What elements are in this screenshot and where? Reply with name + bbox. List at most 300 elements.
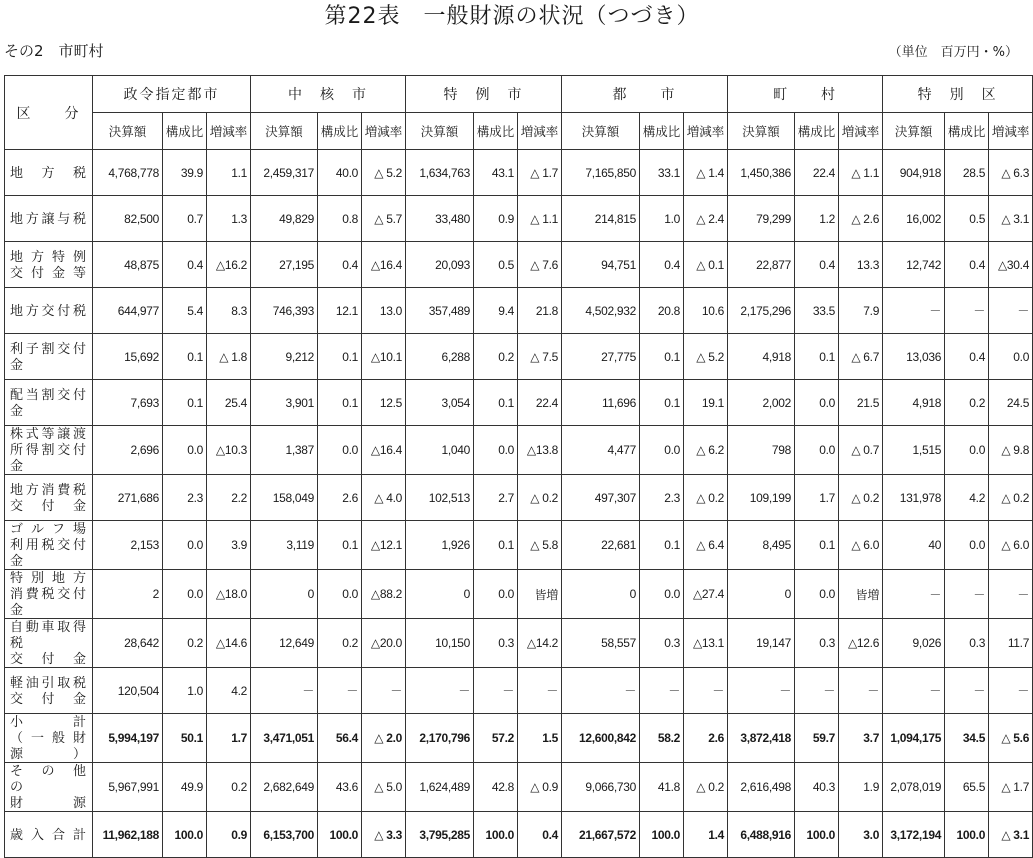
table-cell: 27,195 (251, 242, 318, 288)
table-cell: 0.1 (474, 380, 518, 426)
row-label (5, 668, 93, 714)
table-cell: 0.1 (318, 521, 362, 570)
table-cell: 12.5 (362, 380, 406, 426)
row-label-line: （一般財源） (10, 730, 87, 761)
row-label (5, 426, 93, 475)
table-cell: 2,175,296 (728, 288, 795, 334)
table-cell: 100.0 (945, 812, 989, 858)
table-cell: 0.0 (945, 426, 989, 475)
table-cell: 0.0 (163, 521, 207, 570)
table-cell: 21.5 (839, 380, 883, 426)
table-cell: △ 2.4 (684, 196, 728, 242)
row-label-line: 交 付 金 (10, 690, 87, 706)
table-cell: 4.2 (207, 668, 251, 714)
table-cell: 2,170,796 (406, 714, 474, 763)
table-cell: △88.2 (362, 570, 406, 619)
table-cell: 100.0 (795, 812, 839, 858)
table-cell: 0.0 (795, 426, 839, 475)
table-cell: 33,480 (406, 196, 474, 242)
table-cell: 2.3 (163, 475, 207, 521)
table-cell: 3,471,051 (251, 714, 318, 763)
row-label-line: 財 源 (10, 795, 87, 810)
subcol-header: 決算額 (251, 113, 318, 150)
page-title: 第22表 一般財源の状況（つづき） (324, 4, 700, 29)
table-cell: 10,150 (406, 619, 474, 668)
table-cell: 4,502,932 (562, 288, 640, 334)
table-cell: 158,049 (251, 475, 318, 521)
table-cell: △ 5.7 (362, 196, 406, 242)
table-cell: 0.3 (945, 619, 989, 668)
table-cell: 2.6 (318, 475, 362, 521)
table-cell: △14.2 (518, 619, 562, 668)
table-cell: 2,153 (93, 521, 163, 570)
subcol-header: 増減率 (362, 113, 406, 150)
table-cell: 0 (728, 570, 795, 619)
table-cell: △ 6.4 (684, 521, 728, 570)
table-cell: 12,649 (251, 619, 318, 668)
table-cell: 2,682,649 (251, 763, 318, 812)
table-cell: 0.0 (795, 570, 839, 619)
table-row (5, 570, 1033, 619)
table-cell: 1,387 (251, 426, 318, 475)
table-cell: △13.8 (518, 426, 562, 475)
table-cell: 15,692 (93, 334, 163, 380)
subcol-header: 増減率 (839, 113, 883, 150)
table-row (5, 150, 1033, 196)
table-cell: 43.1 (474, 150, 518, 196)
table-cell: 0.0 (474, 570, 518, 619)
row-label-line: 配当割交付金 (10, 386, 87, 418)
table-cell: － (883, 288, 945, 334)
table-cell: 0.3 (474, 619, 518, 668)
table-cell: 34.5 (945, 714, 989, 763)
table-cell: △ 6.2 (684, 426, 728, 475)
table-cell: 0.9 (207, 812, 251, 858)
table-cell: 皆増 (518, 570, 562, 619)
table-cell: － (989, 570, 1033, 619)
row-label (5, 334, 93, 380)
table-cell: 20.8 (640, 288, 684, 334)
table-cell: 131,978 (883, 475, 945, 521)
table-row (5, 426, 1033, 475)
row-label-line: 歳入合計 (10, 826, 87, 842)
table-cell: 0.1 (318, 380, 362, 426)
table-cell: 7.9 (839, 288, 883, 334)
table-cell: △ 0.2 (839, 475, 883, 521)
table-cell: △ 3.3 (362, 812, 406, 858)
group-header: 町 村 (728, 76, 883, 113)
subcol-header: 増減率 (989, 113, 1033, 150)
table-cell: △ 7.5 (518, 334, 562, 380)
table-cell: △16.2 (207, 242, 251, 288)
table-cell: 271,686 (93, 475, 163, 521)
table-cell: 4,918 (883, 380, 945, 426)
table-cell: △12.6 (839, 619, 883, 668)
table-cell: △ 5.6 (989, 714, 1033, 763)
table-cell: 12,600,842 (562, 714, 640, 763)
table-cell: 0.1 (640, 521, 684, 570)
table-cell: △ 6.7 (839, 334, 883, 380)
table-cell: 40 (883, 521, 945, 570)
table-cell: 4,477 (562, 426, 640, 475)
table-cell: 5.4 (163, 288, 207, 334)
table-row (5, 763, 1033, 812)
table-row (5, 196, 1033, 242)
table-cell: △18.0 (207, 570, 251, 619)
row-label-line: 地方譲与税 (10, 210, 87, 226)
row-label-line: 軽油引取税 (10, 674, 87, 690)
table-cell: 39.9 (163, 150, 207, 196)
table-cell: 49.9 (163, 763, 207, 812)
table-cell: 12,742 (883, 242, 945, 288)
table-cell: 0.1 (318, 334, 362, 380)
row-label (5, 196, 93, 242)
table-cell: 3.0 (839, 812, 883, 858)
row-label-line: ゴルフ場 (10, 521, 87, 536)
table-cell: △ 0.2 (684, 763, 728, 812)
table-cell: － (640, 668, 684, 714)
table-cell: △10.1 (362, 334, 406, 380)
table-cell: 40.0 (318, 150, 362, 196)
table-cell: 0.0 (163, 426, 207, 475)
subcol-header: 増減率 (684, 113, 728, 150)
table-cell: 1.7 (207, 714, 251, 763)
table-cell: 0.1 (640, 380, 684, 426)
row-label (5, 380, 93, 426)
table-cell: △ 1.8 (207, 334, 251, 380)
table-cell: △ 1.7 (518, 150, 562, 196)
table-cell: 0.4 (640, 242, 684, 288)
table-cell: 2,459,317 (251, 150, 318, 196)
table-cell: 1.0 (640, 196, 684, 242)
table-cell: 0.0 (640, 570, 684, 619)
table-cell: 100.0 (163, 812, 207, 858)
table-cell: 41.8 (640, 763, 684, 812)
table-cell: △30.4 (989, 242, 1033, 288)
table-cell: 3,901 (251, 380, 318, 426)
subcol-header: 構成比 (474, 113, 518, 150)
table-cell: 2,616,498 (728, 763, 795, 812)
table-cell: 100.0 (318, 812, 362, 858)
table-row (5, 668, 1033, 714)
table-cell: 20,093 (406, 242, 474, 288)
row-label-line: 所得割交付金 (10, 442, 87, 473)
table-cell: － (251, 668, 318, 714)
table-cell: 109,199 (728, 475, 795, 521)
table-cell: 2.3 (640, 475, 684, 521)
table-cell: △ 1.1 (518, 196, 562, 242)
table-cell: － (795, 668, 839, 714)
group-header: 中 核 市 (251, 76, 406, 113)
table-cell: 28.5 (945, 150, 989, 196)
general-revenue-table (4, 75, 1033, 858)
table-cell: 3,119 (251, 521, 318, 570)
table-cell: 9,026 (883, 619, 945, 668)
table-cell: 0.0 (795, 380, 839, 426)
row-label-line: 地 方 税 (10, 164, 87, 180)
table-cell: 94,751 (562, 242, 640, 288)
table-cell: － (945, 570, 989, 619)
table-cell: 13.0 (362, 288, 406, 334)
header-row-groups (5, 76, 1033, 113)
table-cell: 1.9 (839, 763, 883, 812)
table-cell: △16.4 (362, 242, 406, 288)
table-cell: 9,066,730 (562, 763, 640, 812)
table-cell: 0.1 (474, 521, 518, 570)
row-label-line: 地方特例 (10, 248, 87, 264)
table-cell: 0.9 (474, 196, 518, 242)
row-label-line: 交 付 金 (10, 497, 87, 513)
table-cell: 0.2 (945, 380, 989, 426)
table-cell: 6,153,700 (251, 812, 318, 858)
table-cell: 21.8 (518, 288, 562, 334)
row-label-line: 地方消費税 (10, 481, 87, 497)
row-label (5, 288, 93, 334)
subcol-header: 決算額 (883, 113, 945, 150)
table-cell: 3,054 (406, 380, 474, 426)
table-cell: 2.7 (474, 475, 518, 521)
table-cell: 102,513 (406, 475, 474, 521)
table-cell: 798 (728, 426, 795, 475)
table-cell: 27,775 (562, 334, 640, 380)
table-cell: 4.2 (945, 475, 989, 521)
table-cell: 59.7 (795, 714, 839, 763)
table-cell: △14.6 (207, 619, 251, 668)
header-row-subcols (5, 113, 1033, 150)
row-label (5, 812, 93, 858)
table-cell: 82,500 (93, 196, 163, 242)
table-row (5, 714, 1033, 763)
row-label-line: 自動車取得税 (10, 619, 87, 650)
table-cell: 33.5 (795, 288, 839, 334)
table-cell: 100.0 (474, 812, 518, 858)
row-label-line: 地方交付税 (10, 302, 87, 318)
table-cell: 21,667,572 (562, 812, 640, 858)
table-row (5, 521, 1033, 570)
row-label-line: そ の 他 の (10, 763, 102, 794)
table-cell: 0 (251, 570, 318, 619)
table-cell: 2,078,019 (883, 763, 945, 812)
subcol-header: 決算額 (406, 113, 474, 150)
table-cell: 0.3 (640, 619, 684, 668)
group-header: 特 例 市 (406, 76, 562, 113)
table-cell: 0.5 (945, 196, 989, 242)
table-cell: △ 2.6 (839, 196, 883, 242)
table-cell: 1,450,386 (728, 150, 795, 196)
subcol-header: 構成比 (163, 113, 207, 150)
table-cell: 1.7 (795, 475, 839, 521)
table-cell: 0.0 (945, 521, 989, 570)
row-label-line: 交 付 金 (10, 651, 87, 666)
table-cell: 0.7 (163, 196, 207, 242)
table-cell: △ 1.1 (839, 150, 883, 196)
table-cell: 2 (93, 570, 163, 619)
table-cell: 22,877 (728, 242, 795, 288)
table-cell: － (474, 668, 518, 714)
table-cell: － (945, 288, 989, 334)
table-cell: 8.3 (207, 288, 251, 334)
row-label-line: 小 計 (10, 714, 87, 729)
table-cell: 1.2 (795, 196, 839, 242)
table-cell: 5,967,991 (93, 763, 163, 812)
table-cell: 22.4 (518, 380, 562, 426)
table-cell: 100.0 (640, 812, 684, 858)
table-cell: 0.4 (518, 812, 562, 858)
table-cell: △ 1.7 (989, 763, 1033, 812)
table-cell: 48,875 (93, 242, 163, 288)
table-cell: 49,829 (251, 196, 318, 242)
table-cell: △ 7.6 (518, 242, 562, 288)
table-cell: 42.8 (474, 763, 518, 812)
table-cell: 25.4 (207, 380, 251, 426)
table-cell: 12.1 (318, 288, 362, 334)
table-cell: 6,488,916 (728, 812, 795, 858)
table-cell: 357,489 (406, 288, 474, 334)
row-label-line: 利用税交付金 (10, 537, 87, 568)
table-cell: － (562, 668, 640, 714)
table-cell: － (883, 570, 945, 619)
table-cell: 65.5 (945, 763, 989, 812)
table-cell: 16,002 (883, 196, 945, 242)
table-cell: 19.1 (684, 380, 728, 426)
table-row (5, 288, 1033, 334)
table-subtitle: その2 市町村 (4, 42, 104, 60)
subcol-header: 決算額 (728, 113, 795, 150)
table-cell: △16.4 (362, 426, 406, 475)
table-row (5, 475, 1033, 521)
table-row (5, 812, 1033, 858)
table-cell: 0.4 (945, 242, 989, 288)
table-cell: △ 5.8 (518, 521, 562, 570)
table-cell: － (945, 668, 989, 714)
subcol-header: 構成比 (795, 113, 839, 150)
table-cell: 58,557 (562, 619, 640, 668)
table-cell: 2.6 (684, 714, 728, 763)
table-cell: △ 0.7 (839, 426, 883, 475)
table-cell: 57.2 (474, 714, 518, 763)
row-label (5, 570, 93, 619)
subcol-header: 決算額 (562, 113, 640, 150)
row-label-line: 特別地方 (10, 570, 87, 585)
table-cell: 2.2 (207, 475, 251, 521)
table-cell: 0.1 (795, 334, 839, 380)
table-cell: 1.0 (163, 668, 207, 714)
table-cell: 3,172,194 (883, 812, 945, 858)
row-label-line: 交付金等 (10, 264, 87, 280)
table-cell: △ 5.2 (362, 150, 406, 196)
row-label (5, 242, 93, 288)
table-cell: 1,624,489 (406, 763, 474, 812)
table-cell: 214,815 (562, 196, 640, 242)
table-cell: 0.3 (795, 619, 839, 668)
table-cell: 0.0 (318, 570, 362, 619)
table-cell: 0 (406, 570, 474, 619)
table-cell: 1,040 (406, 426, 474, 475)
table-cell: △ 9.8 (989, 426, 1033, 475)
table-cell: 5,994,197 (93, 714, 163, 763)
table-cell: 3,795,285 (406, 812, 474, 858)
table-row (5, 242, 1033, 288)
table-cell: 0.0 (474, 426, 518, 475)
table-cell: 22,681 (562, 521, 640, 570)
table-cell: － (989, 668, 1033, 714)
table-cell: 33.1 (640, 150, 684, 196)
table-cell: 497,307 (562, 475, 640, 521)
subcol-header: 構成比 (318, 113, 362, 150)
table-cell: 7,165,850 (562, 150, 640, 196)
table-cell: － (406, 668, 474, 714)
table-cell: 79,299 (728, 196, 795, 242)
table-cell: △20.0 (362, 619, 406, 668)
row-label (5, 714, 93, 763)
table-cell: － (362, 668, 406, 714)
table-cell: △10.3 (207, 426, 251, 475)
table-cell: － (728, 668, 795, 714)
table-cell: 0.0 (318, 426, 362, 475)
table-cell: △ 5.2 (684, 334, 728, 380)
row-label-line: 利子割交付金 (10, 340, 87, 372)
table-cell: 3.7 (839, 714, 883, 763)
table-row (5, 380, 1033, 426)
subcol-header: 増減率 (207, 113, 251, 150)
group-header: 都 市 (562, 76, 728, 113)
table-cell: 0.0 (640, 426, 684, 475)
table-cell: 7,693 (93, 380, 163, 426)
table-cell: △ 3.1 (989, 196, 1033, 242)
table-cell: 0.2 (318, 619, 362, 668)
table-cell: 22.4 (795, 150, 839, 196)
table-cell: 0.1 (640, 334, 684, 380)
table-cell: 0.4 (795, 242, 839, 288)
group-header: 政令指定都市 (93, 76, 251, 113)
table-cell: 0.4 (163, 242, 207, 288)
table-cell: 28,642 (93, 619, 163, 668)
subcol-header: 決算額 (93, 113, 163, 150)
table-cell: 11,962,188 (93, 812, 163, 858)
table-cell: 1,926 (406, 521, 474, 570)
table-cell: 0.1 (163, 334, 207, 380)
table-cell: 0.0 (163, 570, 207, 619)
table-cell: △ 5.0 (362, 763, 406, 812)
row-label (5, 619, 93, 668)
table-cell: － (883, 668, 945, 714)
table-cell: △12.1 (362, 521, 406, 570)
row-label (5, 521, 93, 570)
table-cell: 8,495 (728, 521, 795, 570)
table-cell: 3,872,418 (728, 714, 795, 763)
table-cell: － (989, 288, 1033, 334)
table-cell: 1,515 (883, 426, 945, 475)
table-cell: 0.2 (474, 334, 518, 380)
table-cell: 58.2 (640, 714, 684, 763)
table-cell: 1,634,763 (406, 150, 474, 196)
table-cell: 0.1 (163, 380, 207, 426)
row-label (5, 150, 93, 196)
row-label-line: 株式等譲渡 (10, 426, 87, 441)
table-cell: △ 2.0 (362, 714, 406, 763)
table-cell: 120,504 (93, 668, 163, 714)
table-cell: 皆増 (839, 570, 883, 619)
table-cell: 40.3 (795, 763, 839, 812)
table-cell: 0 (562, 570, 640, 619)
subcol-header: 増減率 (518, 113, 562, 150)
table-cell: 24.5 (989, 380, 1033, 426)
table-cell: 0.0 (989, 334, 1033, 380)
table-cell: △ 0.2 (518, 475, 562, 521)
table-cell: 644,977 (93, 288, 163, 334)
table-cell: 904,918 (883, 150, 945, 196)
table-cell: 0.1 (795, 521, 839, 570)
